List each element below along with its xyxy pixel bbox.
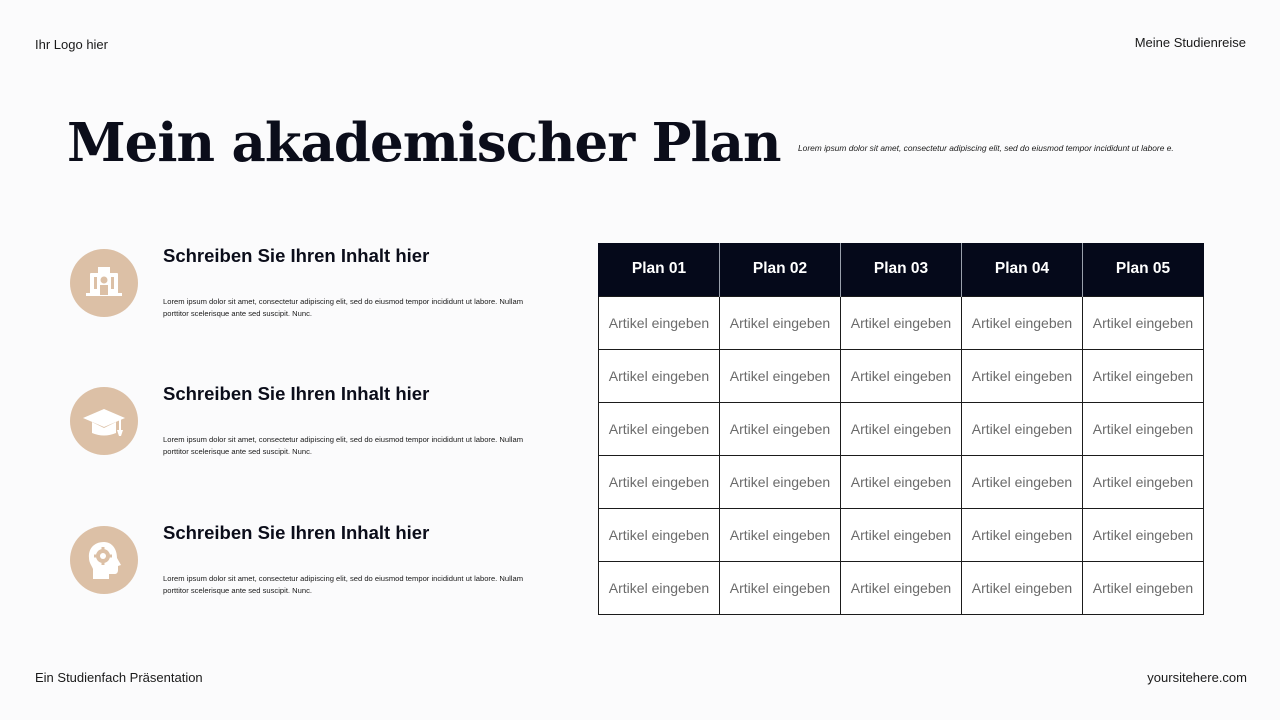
table-cell[interactable]: Artikel eingeben bbox=[962, 455, 1083, 508]
table-cell[interactable]: Artikel eingeben bbox=[841, 402, 962, 455]
table-row bbox=[599, 349, 1204, 402]
logo-text: Ihr Logo hier bbox=[35, 37, 108, 52]
table-cell[interactable]: Artikel eingeben bbox=[599, 296, 720, 349]
table-cell[interactable]: Artikel eingeben bbox=[841, 561, 962, 614]
table-header-row bbox=[599, 243, 1204, 296]
table-cell[interactable]: Artikel eingeben bbox=[962, 508, 1083, 561]
table-cell[interactable]: Artikel eingeben bbox=[962, 296, 1083, 349]
table-cell[interactable]: Artikel eingeben bbox=[599, 561, 720, 614]
head-gear-icon bbox=[70, 526, 138, 594]
page-title: Mein akademischer Plan bbox=[67, 112, 781, 174]
item-heading: Schreiben Sie Ihren Inhalt hier bbox=[163, 522, 430, 543]
table-row bbox=[599, 296, 1204, 349]
item-heading: Schreiben Sie Ihren Inhalt hier bbox=[163, 245, 430, 266]
column-header: Plan 05 bbox=[1083, 243, 1204, 296]
footer-title: Ein Studienfach Präsentation bbox=[35, 670, 203, 685]
table-cell[interactable]: Artikel eingeben bbox=[720, 561, 841, 614]
table-cell[interactable]: Artikel eingeben bbox=[1083, 508, 1204, 561]
item-body: Lorem ipsum dolor sit amet, consectetur adipiscing elit, sed do eiusmod tempor incididunt ut labore. Nullam porttitor scelerisque ante sed suscipit. Nunc. bbox=[163, 574, 524, 595]
table-cell[interactable]: Artikel eingeben bbox=[599, 402, 720, 455]
table-cell[interactable]: Artikel eingeben bbox=[841, 349, 962, 402]
website-link[interactable]: yoursitehere.com bbox=[1147, 670, 1247, 685]
content-item bbox=[70, 245, 550, 319]
item-heading: Schreiben Sie Ihren Inhalt hier bbox=[163, 383, 430, 404]
plan-table bbox=[598, 243, 1204, 615]
table-cell[interactable]: Artikel eingeben bbox=[1083, 402, 1204, 455]
content-item bbox=[70, 383, 550, 457]
intro-text: Lorem ipsum dolor sit amet, consectetur adipiscing elit, sed do eiusmod tempor incididunt ut labore e. bbox=[798, 143, 1174, 153]
table-cell[interactable]: Artikel eingeben bbox=[720, 455, 841, 508]
column-header: Plan 02 bbox=[720, 243, 841, 296]
table-cell[interactable]: Artikel eingeben bbox=[1083, 349, 1204, 402]
table-cell[interactable]: Artikel eingeben bbox=[599, 455, 720, 508]
table-cell[interactable]: Artikel eingeben bbox=[720, 402, 841, 455]
table-cell[interactable]: Artikel eingeben bbox=[841, 296, 962, 349]
table-cell[interactable]: Artikel eingeben bbox=[720, 296, 841, 349]
table-cell[interactable]: Artikel eingeben bbox=[1083, 561, 1204, 614]
table-row bbox=[599, 455, 1204, 508]
table-cell[interactable]: Artikel eingeben bbox=[1083, 455, 1204, 508]
table-row bbox=[599, 561, 1204, 614]
column-header: Plan 04 bbox=[962, 243, 1083, 296]
table-cell[interactable]: Artikel eingeben bbox=[599, 508, 720, 561]
table-cell[interactable]: Artikel eingeben bbox=[720, 349, 841, 402]
column-header: Plan 01 bbox=[599, 243, 720, 296]
table-cell[interactable]: Artikel eingeben bbox=[720, 508, 841, 561]
table-cell[interactable]: Artikel eingeben bbox=[841, 455, 962, 508]
table-cell[interactable]: Artikel eingeben bbox=[962, 349, 1083, 402]
table-cell[interactable]: Artikel eingeben bbox=[1083, 296, 1204, 349]
table-cell[interactable]: Artikel eingeben bbox=[962, 402, 1083, 455]
table-cell[interactable]: Artikel eingeben bbox=[599, 349, 720, 402]
content-item bbox=[70, 522, 550, 596]
table-cell[interactable]: Artikel eingeben bbox=[841, 508, 962, 561]
table-row bbox=[599, 508, 1204, 561]
column-header: Plan 03 bbox=[841, 243, 962, 296]
presentation-label: Meine Studienreise bbox=[1134, 35, 1246, 50]
table-row bbox=[599, 402, 1204, 455]
building-icon bbox=[70, 249, 138, 317]
item-body: Lorem ipsum dolor sit amet, consectetur adipiscing elit, sed do eiusmod tempor incididunt ut labore. Nullam porttitor scelerisque ante sed suscipit. Nunc. bbox=[163, 435, 524, 456]
item-body: Lorem ipsum dolor sit amet, consectetur adipiscing elit, sed do eiusmod tempor incididunt ut labore. Nullam porttitor scelerisque ante sed suscipit. Nunc. bbox=[163, 297, 524, 318]
table-cell[interactable]: Artikel eingeben bbox=[962, 561, 1083, 614]
graduation-cap-icon bbox=[70, 387, 138, 455]
